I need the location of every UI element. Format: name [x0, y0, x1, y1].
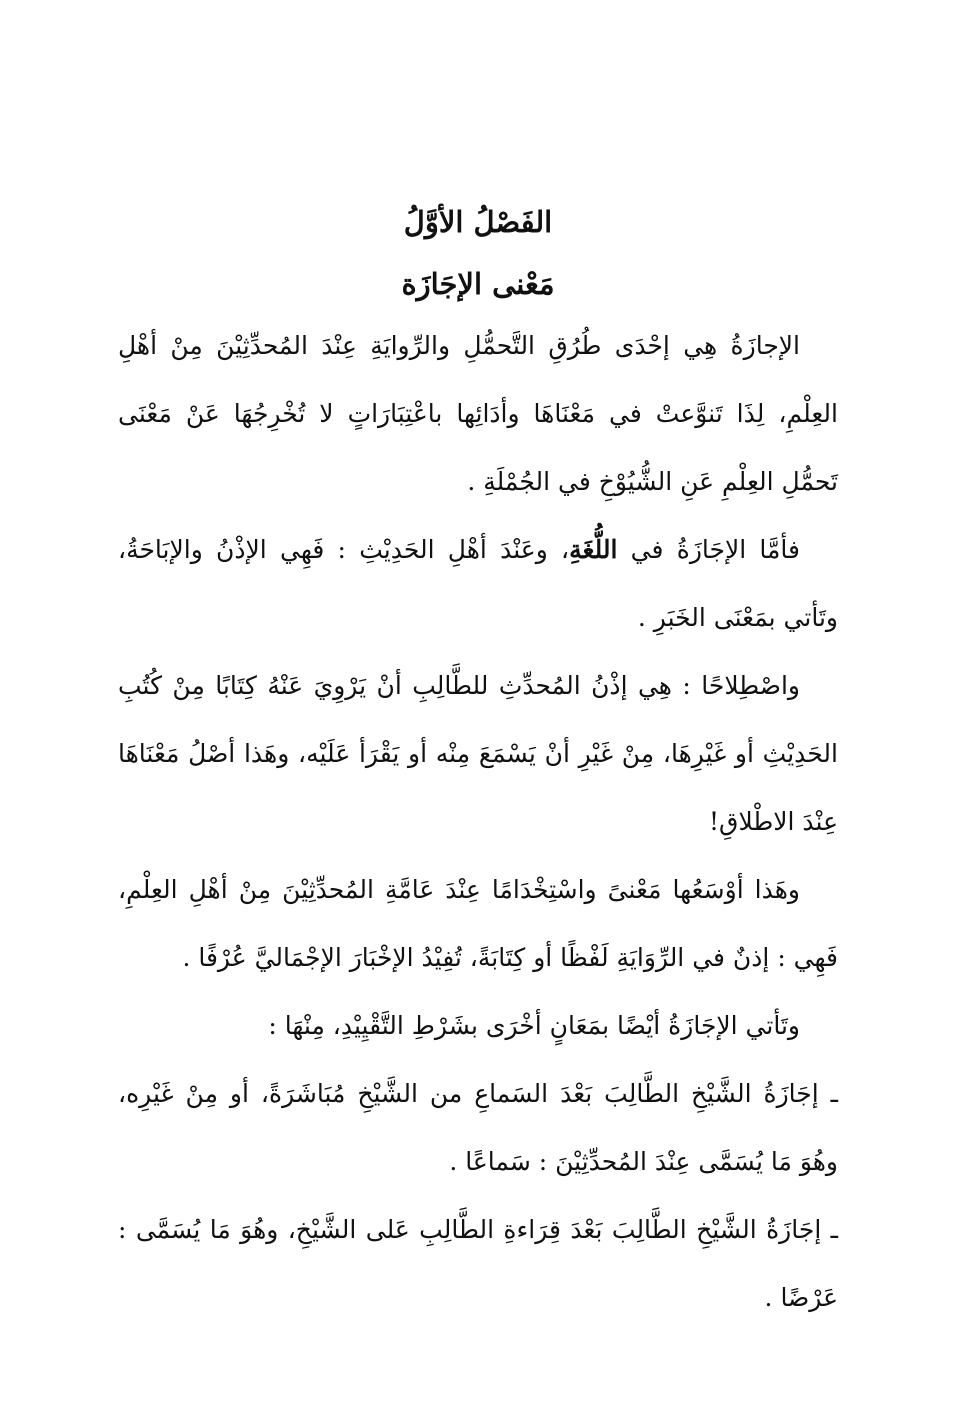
paragraph-other-meanings: وتَأتي الإجَازَةُ أيْضًا بمَعَانٍ أخْرَى بشَرْطِ التَّقْيِيْدِ، مِنْهَا :	[268, 1011, 800, 1040]
section-title: مَعْنى الإجَازَة	[401, 267, 555, 301]
paragraph-technical-meaning: واصْطِلاحًا : هِي إذْنُ المُحدِّثِ للطَّالِبِ أنْ يَرْوِيَ عَنْهُ كِتَابًا مِنْ كُتُبِ الحَدِيْثِ أو غَيْرِهَا، مِنْ غَيْرِ أنْ يَسْمَعَ مِنْه أو يَقْرَأ عَلَيْه، وهَذا أصْلُ مَعْنَاهَا عِنْدَ الاطْلاقِ!	[118, 671, 838, 836]
paragraph-broadest-meaning: وهَذا أوْسَعُها مَعْنىً واسْتِخْدَامًا عِنْدَ عَامَّةِ المُحدِّثِيْنَ مِنْ أهْلِ العِلْمِ، فَهِي : إذنٌ في الرِّوَايَةِ لَفْظًا أو كِتَابَةً، تُفِيْدُ الإخْبَارَ الإجْمَاليَّ عُرْفًا .	[118, 875, 838, 972]
chapter-title: الفَصْلُ الأوَّلُ	[403, 205, 553, 239]
paragraph-linguistic-bold-term: اللُّغَةِ	[569, 535, 618, 564]
list-item-ardh: ـ إجَازَةُ الشَّيْخِ الطَّالِبَ بَعْدَ قِرَاءةِ الطَّالِبِ عَلى الشَّيْخِ، وهُوَ مَا يُسَمَّى : عَرْضًا .	[118, 1215, 838, 1312]
paragraph-linguistic-after: ، وعَنْدَ أهْلِ الحَدِيْثِ : فَهِي الإذْنُ والإبَاحَةُ، وتَأتي بمَعْنَى الخَبَرِ .	[118, 535, 838, 632]
list-item-samaa: ـ إجَازَةُ الشَّيْخِ الطَّالِبَ بَعْدَ السَماعِ من الشَّيْخِ مُبَاشَرَةً، أو مِنْ غَيْرِه، وهُوَ مَا يُسَمَّى عِنْدَ المُحدِّثِيْنَ : سَماعًا .	[118, 1079, 838, 1176]
paragraph-linguistic-before: فأمَّا الإجَازَةُ في	[617, 535, 800, 564]
paragraph-linguistic-meaning	[118, 516, 838, 652]
paragraph-definition-intro: الإجازَةُ هِي إحْدَى طُرُقِ التَّحمُّلِ والرِّوايَةِ عِنْدَ المُحدِّثِيْنَ مِنْ أهْلِ العِلْمِ، لِذَا تَنوَّعتْ في مَعْنَاهَا وأدَائِها باعْتِبَارَاتٍ لا تُخْرِجُهَا عَنْ مَعْنَى تَحمُّلِ العِلْمِ عَنِ الشُّيُوْخِ في الجُمْلَةِ .	[118, 331, 838, 496]
